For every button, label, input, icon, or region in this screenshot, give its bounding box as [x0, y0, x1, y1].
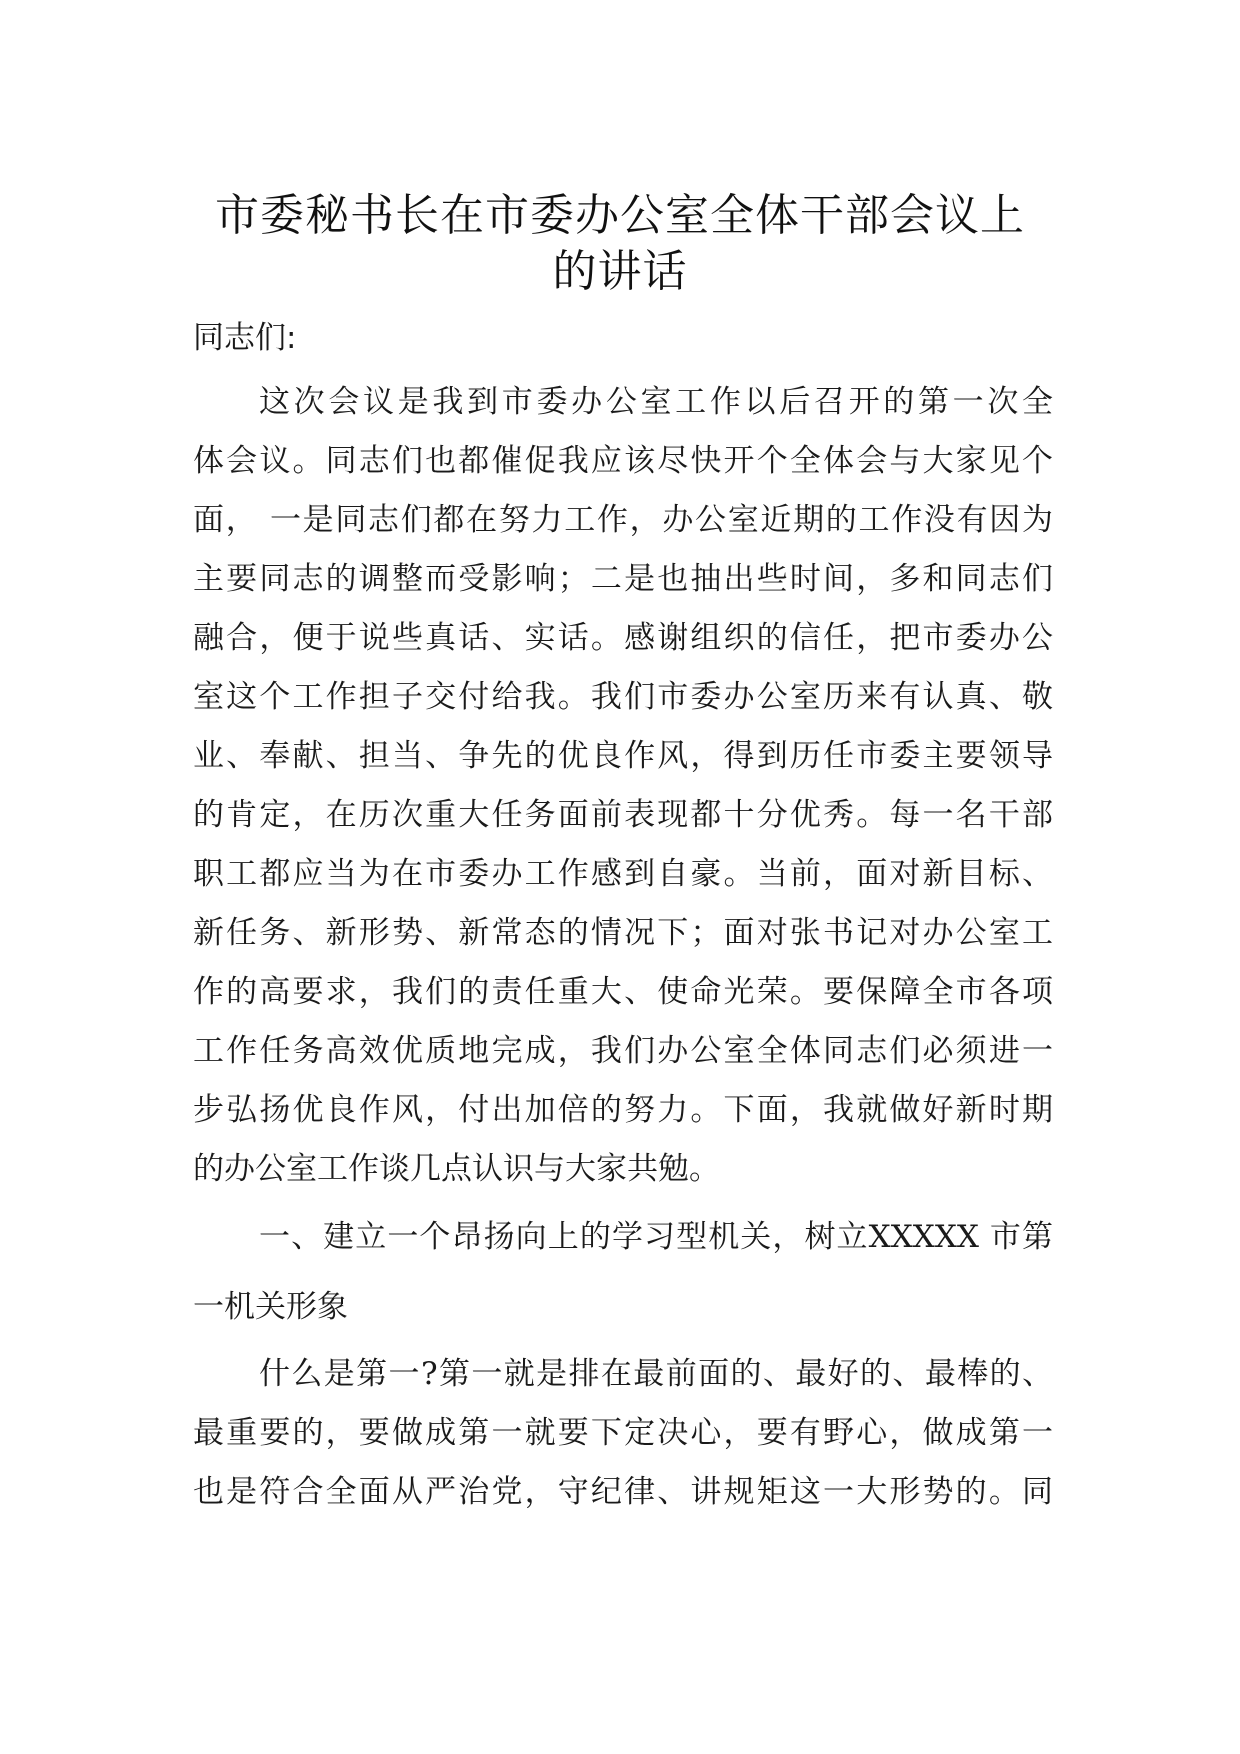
body-line: 也是符合全面从严治党，守纪律、讲规矩这一大形势的。同	[193, 1474, 1053, 1510]
section-heading-line: 一机关形象	[193, 1289, 348, 1325]
body-line: 的办公室工作谈几点认识与大家共勉。	[193, 1151, 720, 1187]
greeting: 同志们:	[193, 320, 297, 356]
body-line: 什么是第一?第一就是排在最前面的、最好的、最棒的、	[259, 1356, 1053, 1392]
body-line: 工作任务高效优质地完成，我们办公室全体同志们必须进一	[193, 1033, 1053, 1069]
body-line: 作的高要求，我们的责任重大、使命光荣。要保障全市各项	[193, 974, 1053, 1010]
body-line: 新任务、新形势、新常态的情况下；面对张书记对办公室工	[193, 915, 1053, 951]
document-title	[150, 188, 1090, 300]
body-line: 最重要的，要做成第一就要下定决心，要有野心，做成第一	[193, 1415, 1053, 1451]
body-line: 的肯定，在历次重大任务面前表现都十分优秀。每一名干部	[193, 797, 1053, 833]
body-line: 这次会议是我到市委办公室工作以后召开的第一次全	[259, 384, 1053, 420]
body-line: 面， 一是同志们都在努力工作，办公室近期的工作没有因为	[193, 502, 1053, 538]
title-line-1: 市委秘书长在市委办公室全体干部会议上	[215, 190, 1025, 241]
body-line: 室这个工作担子交付给我。我们市委办公室历来有认真、敬	[193, 679, 1053, 715]
title-line-2: 的讲话	[552, 246, 688, 297]
body-line: 步弘扬优良作风，付出加倍的努力。下面，我就做好新时期	[193, 1092, 1053, 1128]
body-line: 体会议。同志们也都催促我应该尽快开个全体会与大家见个	[193, 443, 1053, 479]
body-line: 职工都应当为在市委办工作感到自豪。当前，面对新目标、	[193, 856, 1053, 892]
body-line: 主要同志的调整而受影响；二是也抽出些时间，多和同志们	[193, 561, 1053, 597]
section-heading-line: 一、建立一个昂扬向上的学习型机关，树立XXXXX 市第	[259, 1219, 1053, 1255]
body-line: 融合，便于说些真话、实话。感谢组织的信任，把市委办公	[193, 620, 1053, 656]
body-line: 业、奉献、担当、争先的优良作风，得到历任市委主要领导	[193, 738, 1053, 774]
